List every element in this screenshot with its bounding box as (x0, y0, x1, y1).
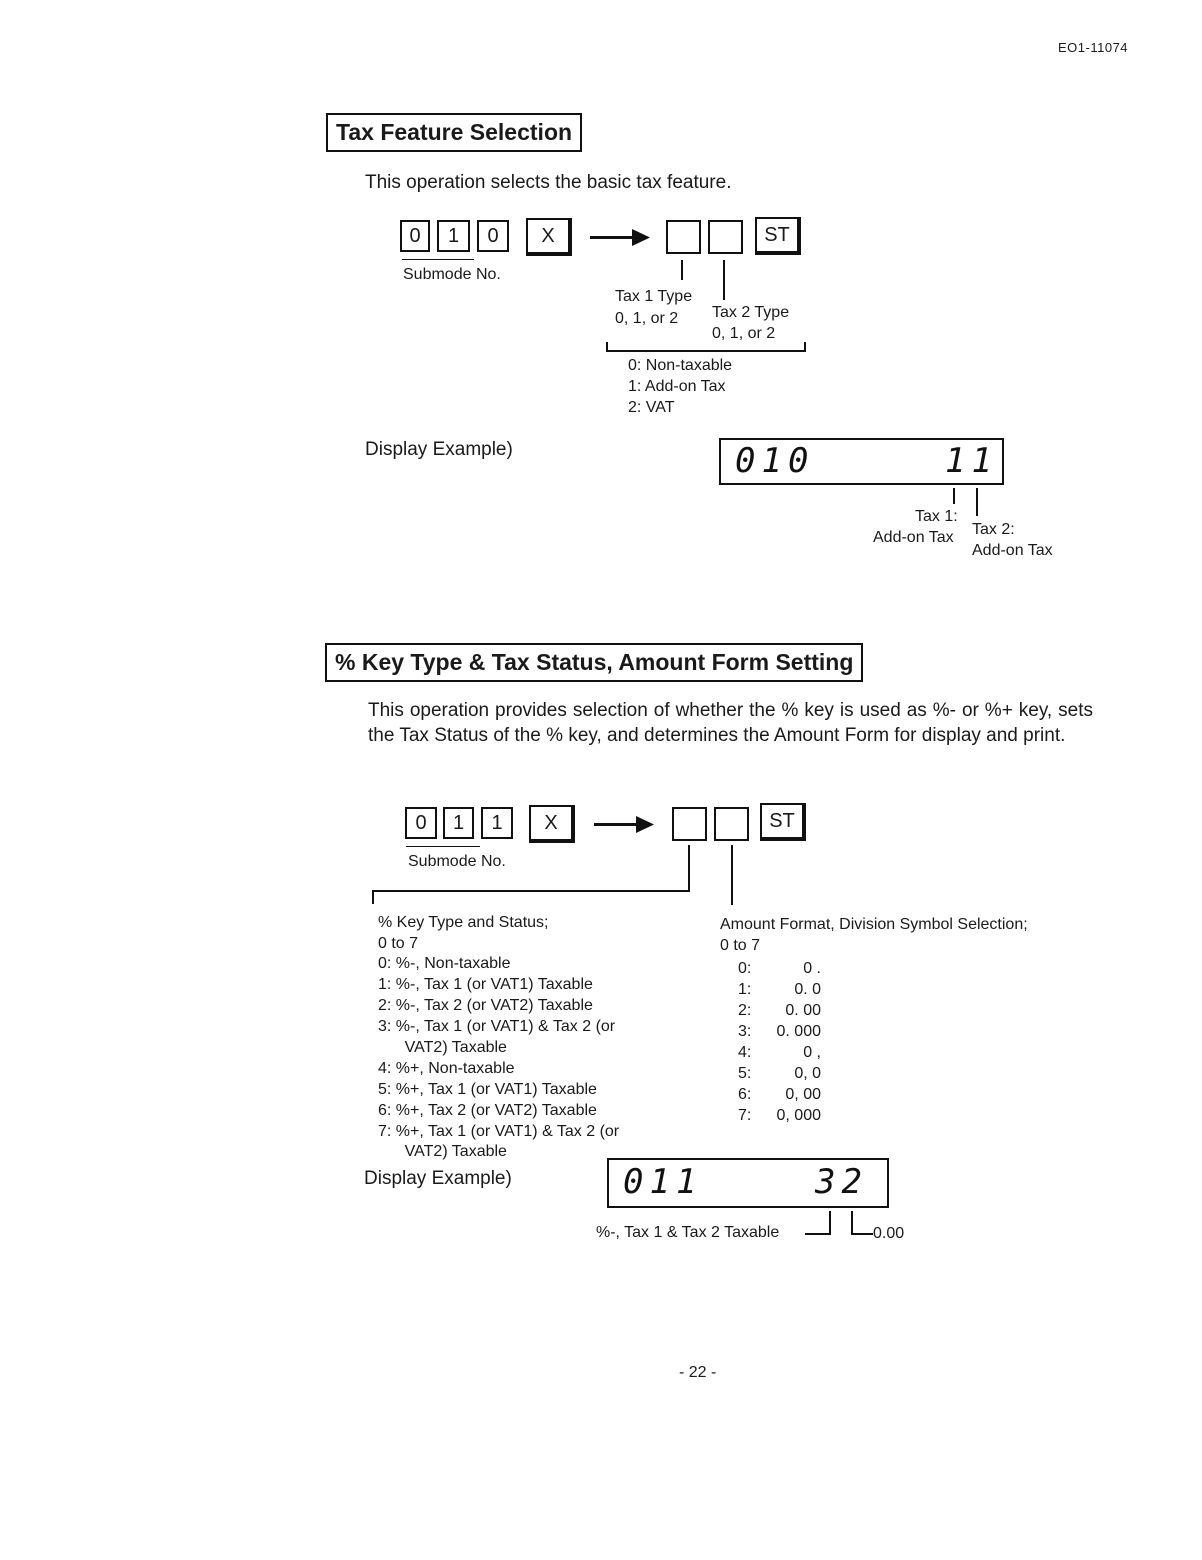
amount-format-value: 0. 00 (785, 1002, 821, 1019)
right-heading: Amount Format, Division Symbol Selection; (720, 916, 1028, 933)
key-type-connector-h (372, 890, 690, 892)
section1-display-panel (719, 438, 1004, 485)
tax1-type-input-box (666, 220, 701, 254)
amount-format-code: 2: (738, 1002, 752, 1019)
section2-submode-label: Submode No. (408, 853, 506, 870)
amount-format-input-box (714, 807, 749, 841)
tax1-type-values: 0, 1, or 2 (615, 310, 679, 327)
arrow-right-icon (632, 229, 650, 246)
key-status-item: 6: %+, Tax 2 (or VAT2) Taxable (378, 1102, 597, 1119)
amount-format-value: 0, 000 (776, 1107, 821, 1124)
tax2-connector (723, 260, 725, 300)
key-status-item: 0: %-, Non-taxable (378, 955, 511, 972)
options-bracket (606, 350, 806, 352)
key-digit-1: 1 (437, 220, 470, 252)
arrow-shaft (590, 236, 636, 239)
section-title-tax-feature: Tax Feature Selection (326, 113, 582, 152)
display-left-digits: 011 (623, 1162, 703, 1202)
display-note-left: %-, Tax 1 & Tax 2 Taxable (596, 1224, 780, 1241)
note-tax1: Tax 1: (915, 508, 958, 525)
note-left-connector-v (829, 1211, 831, 1235)
tax1-type-label: Tax 1 Type (615, 288, 693, 305)
key-digit-1b: 1 (481, 807, 513, 839)
key-status-item: 4: %+, Non-taxable (378, 1060, 515, 1077)
note-tax2: Tax 2: (972, 521, 1015, 538)
section-title-key-type: % Key Type & Tax Status, Amount Form Setting (325, 643, 863, 682)
note-tax2-connector (976, 488, 978, 516)
key-status-item: VAT2) Taxable (378, 1039, 507, 1056)
amount-format-code: 7: (738, 1107, 752, 1124)
key-digit-1: 1 (443, 807, 474, 839)
submode-underline (406, 846, 480, 847)
document-id: EO1-11074 (1058, 40, 1129, 55)
key-status-item: 7: %+, Tax 1 (or VAT1) & Tax 2 (or (378, 1123, 620, 1140)
key-st: ST (760, 803, 806, 841)
key-x: X (529, 805, 575, 843)
tax-option-1: 1: Add-on Tax (628, 378, 726, 395)
tax1-connector (681, 260, 683, 280)
note-right-connector-v (851, 1211, 853, 1235)
submode-underline (402, 259, 474, 260)
note-tax2-value: Add-on Tax (972, 542, 1053, 559)
amount-format-code: 3: (738, 1023, 752, 1040)
tax-option-0: 0: Non-taxable (628, 357, 733, 374)
amount-format-value: 0. 0 (794, 981, 821, 998)
section1-display-label: Display Example) (365, 439, 513, 460)
arrow-shaft (594, 823, 640, 826)
key-status-item: 3: %-, Tax 1 (or VAT1) & Tax 2 (or (378, 1018, 616, 1035)
left-heading: % Key Type and Status; (378, 914, 549, 931)
amount-format-connector (731, 845, 733, 905)
section2-intro: This operation provides selection of whether the % key is used as %- or %+ key, sets the Tax Status of the % key, and determines the Amount Form for display and print. (368, 700, 1093, 746)
key-digit-0b: 0 (477, 220, 509, 252)
note-tax1-connector (953, 488, 955, 504)
amount-format-value: 0. 000 (776, 1023, 821, 1040)
key-digit-0: 0 (405, 807, 437, 839)
key-status-item: 2: %-, Tax 2 (or VAT2) Taxable (378, 997, 593, 1014)
key-type-connector-drop (372, 890, 374, 904)
amount-format-value: 0 . (803, 960, 821, 977)
section1-submode-label: Submode No. (403, 266, 501, 283)
amount-format-value: 0 , (803, 1044, 821, 1061)
tax2-type-values: 0, 1, or 2 (712, 325, 776, 342)
right-range: 0 to 7 (720, 937, 761, 954)
amount-format-code: 5: (738, 1065, 752, 1082)
bracket-left (606, 342, 608, 352)
key-status-item: VAT2) Taxable (378, 1143, 507, 1160)
amount-format-value: 0, 0 (794, 1065, 821, 1082)
display-left-digits: 010 (735, 441, 815, 481)
tax2-type-label: Tax 2 Type (712, 304, 790, 321)
note-right-connector-h (851, 1233, 873, 1235)
amount-format-code: 1: (738, 981, 752, 998)
bracket-right (804, 342, 806, 352)
section1-intro: This operation selects the basic tax feature. (365, 172, 732, 193)
key-st: ST (755, 217, 801, 255)
display-note-right: 0.00 (873, 1225, 905, 1242)
amount-format-code: 0: (738, 960, 752, 977)
tax-option-2: 2: VAT (628, 399, 675, 416)
left-range: 0 to 7 (378, 935, 419, 952)
note-tax1-value: Add-on Tax (873, 529, 954, 546)
tax2-type-input-box (708, 220, 743, 254)
page-number: - 22 - (679, 1364, 717, 1381)
section2-display-label: Display Example) (364, 1168, 512, 1189)
display-right-digits: 11 (945, 441, 998, 481)
key-x: X (526, 218, 572, 256)
amount-format-value: 0, 00 (785, 1086, 821, 1103)
key-status-item: 1: %-, Tax 1 (or VAT1) Taxable (378, 976, 593, 993)
key-type-connector-v (688, 845, 690, 891)
key-digit-0: 0 (400, 220, 430, 252)
arrow-right-icon (636, 816, 654, 833)
key-status-item: 5: %+, Tax 1 (or VAT1) Taxable (378, 1081, 597, 1098)
display-right-digits: 32 (815, 1162, 868, 1202)
key-type-input-box (672, 807, 707, 841)
amount-format-code: 4: (738, 1044, 752, 1061)
note-left-connector-h (805, 1233, 831, 1235)
section2-display-panel (607, 1158, 889, 1208)
amount-format-code: 6: (738, 1086, 752, 1103)
